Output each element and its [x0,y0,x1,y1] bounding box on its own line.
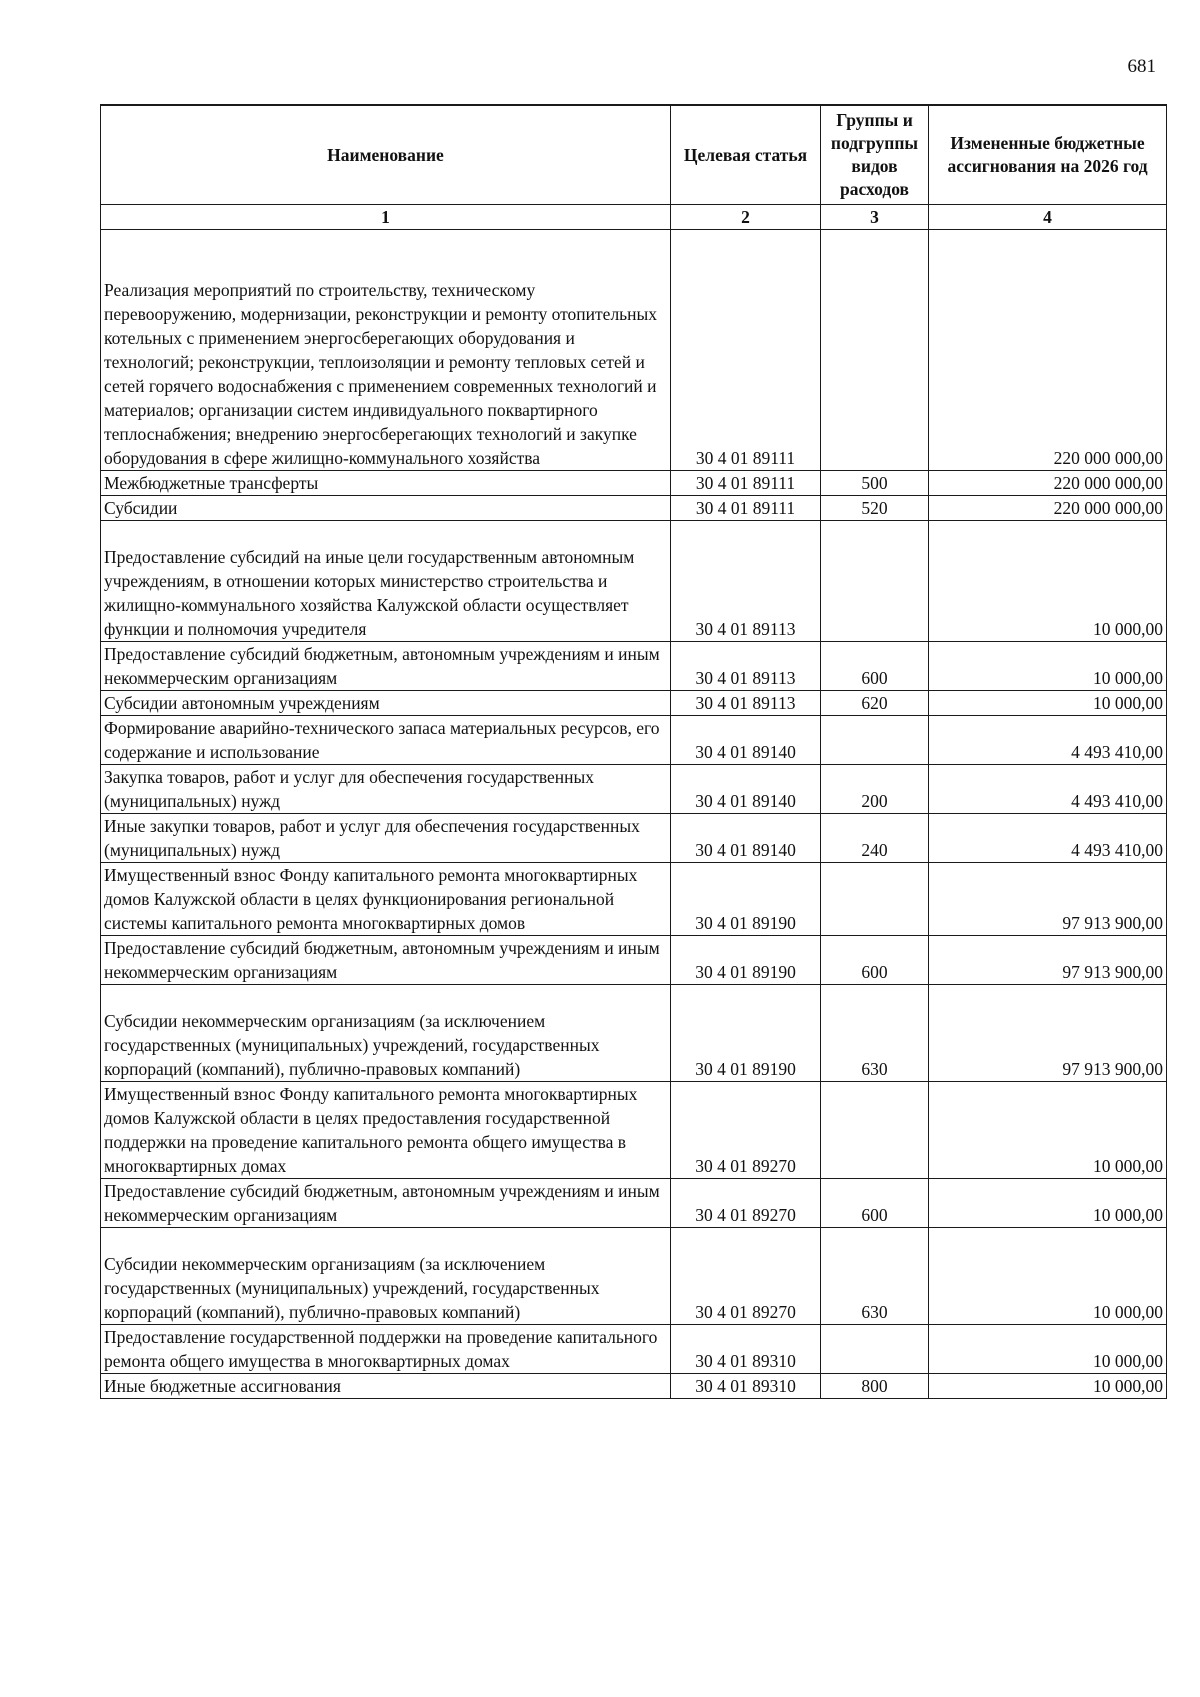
row-code: 30 4 01 89270 [671,1179,821,1228]
row-amount: 4 493 410,00 [929,765,1167,814]
row-code: 30 4 01 89140 [671,765,821,814]
row-amount: 10 000,00 [929,1179,1167,1228]
row-name: Имущественный взнос Фонду капитального ремонта многоквартирных домов Калужской области в целях функционирования региональной системы капитального ремонта многоквартирных домов [101,863,671,936]
row-name: Субсидии автономным учреждениям [101,691,671,716]
row-amount: 220 000 000,00 [929,230,1167,471]
row-amount: 97 913 900,00 [929,985,1167,1082]
table-row [101,496,1167,521]
row-group: 600 [821,642,929,691]
table-row [101,716,1167,765]
row-name: Имущественный взнос Фонду капитального ремонта многоквартирных домов Калужской области в целях предоставления государственной поддержки на проведение капитального ремонта общего имущества в многоквартирных домах [101,1082,671,1179]
row-code: 30 4 01 89190 [671,936,821,985]
budget-table [100,104,1167,1399]
row-group: 800 [821,1374,929,1399]
column-number-row [101,205,1167,230]
column-number: 4 [929,205,1167,230]
row-group [821,230,929,471]
row-group: 240 [821,814,929,863]
row-code: 30 4 01 89270 [671,1082,821,1179]
column-number: 1 [101,205,671,230]
table-row [101,521,1167,642]
row-name: Предоставление субсидий бюджетным, автономным учреждениям и иным некоммерческим организациям [101,642,671,691]
row-code: 30 4 01 89113 [671,642,821,691]
table-row [101,1228,1167,1325]
table-row [101,1082,1167,1179]
row-amount: 97 913 900,00 [929,863,1167,936]
column-number: 3 [821,205,929,230]
table-row [101,471,1167,496]
page-number: 681 [1127,56,1156,77]
row-group: 520 [821,496,929,521]
row-amount: 10 000,00 [929,1325,1167,1374]
row-amount: 220 000 000,00 [929,496,1167,521]
row-name: Межбюджетные трансферты [101,471,671,496]
header-name: Наименование [101,105,671,205]
row-name: Субсидии некоммерческим организациям (за исключением государственных (муниципальных) учреждений, государственных корпораций (компаний), публично-правовых компаний) [104,1011,600,1079]
row-group [821,521,929,642]
row-name: Формирование аварийно-технического запаса материальных ресурсов, его содержание и использование [101,716,671,765]
row-code: 30 4 01 89111 [671,496,821,521]
row-name: Реализация мероприятий по строительству, техническому перевооружению, модернизации, реконструкции и ремонту отопительных котельных с применением энергосберегающих оборудования и технологий; реконструкции, теплоизоляции и ремонту тепловых сетей и сетей горячего водоснабжения с применением современных технологий и материалов; организации систем индивидуального поквартирного теплоснабжения; внедрению энергосберегающих технологий и закупке оборудования в сфере жилищно-коммунального хозяйства [104,280,658,468]
row-code: 30 4 01 89111 [671,230,821,471]
row-group [821,1082,929,1179]
row-name: Субсидии некоммерческим организациям (за исключением государственных (муниципальных) учреждений, государственных корпораций (компаний), публично-правовых компаний) [104,1254,600,1322]
row-group: 500 [821,471,929,496]
row-code: 30 4 01 89190 [671,863,821,936]
row-group [821,716,929,765]
row-name: Предоставление субсидий бюджетным, автономным учреждениям и иным некоммерческим организациям [101,1179,671,1228]
table-row [101,765,1167,814]
row-code: 30 4 01 89111 [671,471,821,496]
row-amount: 10 000,00 [929,642,1167,691]
table-header-row [101,105,1167,205]
table-row [101,814,1167,863]
row-code: 30 4 01 89140 [671,814,821,863]
row-group [821,863,929,936]
row-amount: 4 493 410,00 [929,814,1167,863]
table-row [101,230,1167,471]
table-row [101,936,1167,985]
row-name: Закупка товаров, работ и услуг для обеспечения государственных (муниципальных) нужд [101,765,671,814]
row-group: 200 [821,765,929,814]
row-name: Предоставление субсидий бюджетным, автономным учреждениям и иным некоммерческим организациям [101,936,671,985]
row-name: Иные бюджетные ассигнования [101,1374,671,1399]
table-row [101,863,1167,936]
column-number: 2 [671,205,821,230]
table-row [101,1374,1167,1399]
row-code: 30 4 01 89113 [671,521,821,642]
header-expense-groups: Группы и подгруппы видов расходов [821,105,929,205]
table-row [101,985,1167,1082]
row-amount: 10 000,00 [929,1228,1167,1325]
row-group: 630 [821,985,929,1082]
row-group: 600 [821,1179,929,1228]
row-code: 30 4 01 89190 [671,985,821,1082]
row-code: 30 4 01 89113 [671,691,821,716]
row-amount: 10 000,00 [929,691,1167,716]
table-row [101,1325,1167,1374]
row-code: 30 4 01 89140 [671,716,821,765]
row-code: 30 4 01 89270 [671,1228,821,1325]
row-amount: 10 000,00 [929,1082,1167,1179]
row-name: Предоставление субсидий на иные цели государственным автономным учреждениям, в отношении которых министерство строительства и жилищно-коммунального хозяйства Калужской области осуществляет функции и полномочия учредителя [104,547,635,639]
row-name: Иные закупки товаров, работ и услуг для обеспечения государственных (муниципальных) нужд [101,814,671,863]
table-row [101,691,1167,716]
row-code: 30 4 01 89310 [671,1325,821,1374]
row-amount: 10 000,00 [929,521,1167,642]
row-group: 620 [821,691,929,716]
row-amount: 220 000 000,00 [929,471,1167,496]
row-group [821,1325,929,1374]
row-name: Предоставление государственной поддержки на проведение капитального ремонта общего имущества в многоквартирных домах [101,1325,671,1374]
header-allocations-2026: Измененные бюджетные ассигнования на 2026 год [929,105,1167,205]
row-amount: 10 000,00 [929,1374,1167,1399]
row-name: Субсидии [101,496,671,521]
table-row [101,1179,1167,1228]
row-group: 600 [821,936,929,985]
header-target-article: Целевая статья [671,105,821,205]
row-group: 630 [821,1228,929,1325]
row-code: 30 4 01 89310 [671,1374,821,1399]
row-amount: 4 493 410,00 [929,716,1167,765]
table-row [101,642,1167,691]
row-amount: 97 913 900,00 [929,936,1167,985]
